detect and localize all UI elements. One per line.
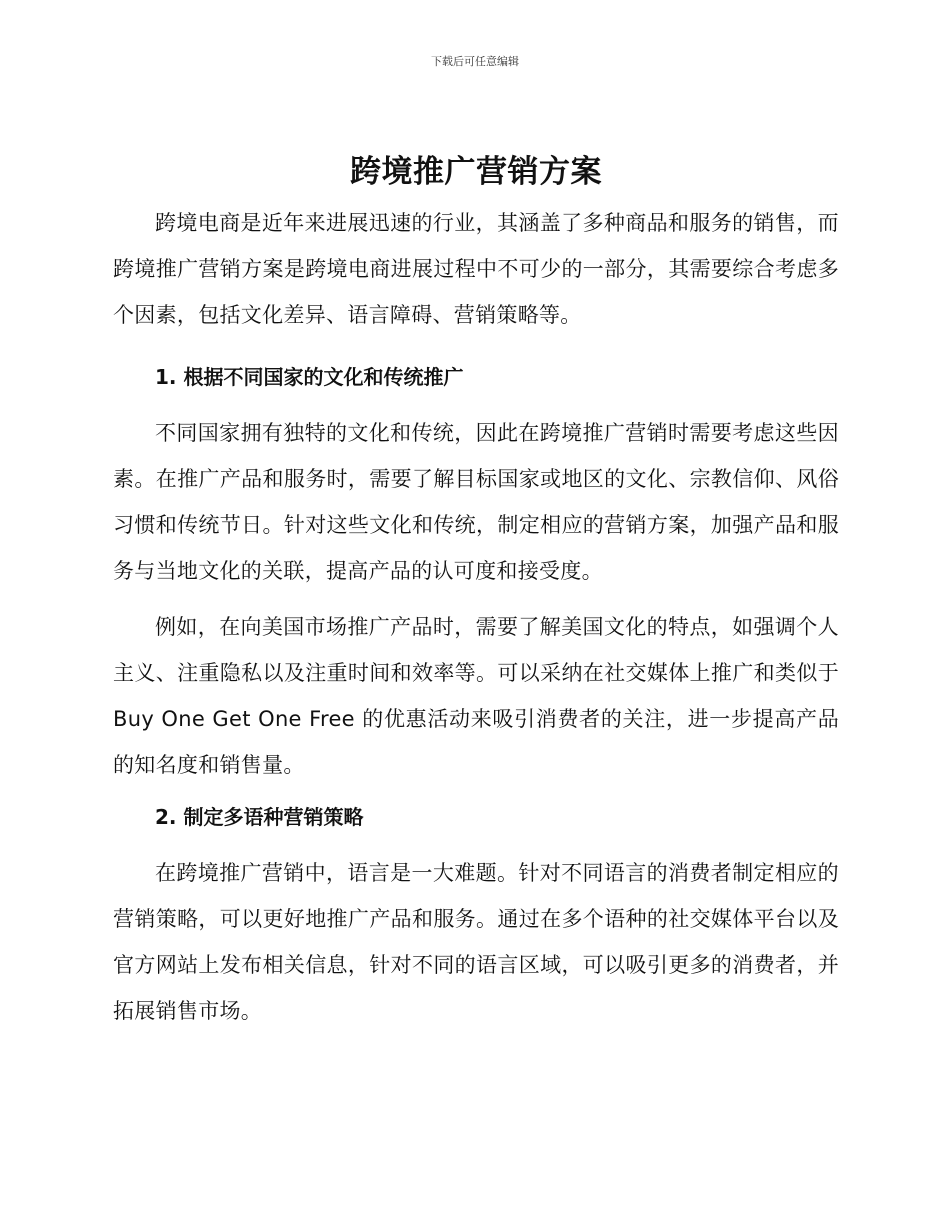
section-1-paragraph-2: 例如，在向美国市场推广产品时，需要了解美国文化的特点，如强调个人主义、注重隐私以及注重时间和效率等。可以采纳在社交媒体上推广和类似于 Buy One Get One Free 的优惠活动来吸引消费者的关注，进一步提高产品的知名度和销售量。	[113, 615, 839, 777]
section-2-heading: 2. 制定多语种营销策略	[155, 805, 364, 829]
intro-paragraph: 跨境电商是近年来进展迅速的行业，其涵盖了多种商品和服务的销售，而跨境推广营销方案是跨境电商进展过程中不可少的一部分，其需要综合考虑多个因素，包括文化差异、语言障碍、营销策略等。	[113, 211, 839, 327]
section-1-paragraph-1: 不同国家拥有独特的文化和传统，因此在跨境推广营销时需要考虑这些因素。在推广产品和服务时，需要了解目标国家或地区的文化、宗教信仰、风俗习惯和传统节日。针对这些文化和传统，制定相应的营销方案，加强产品和服务与当地文化的关联，提高产品的认可度和接受度。	[113, 421, 839, 583]
document-title: 跨境推广营销方案	[350, 154, 602, 190]
header-note: 下载后可任意编辑	[431, 55, 519, 68]
document-body	[113, 150, 839, 1034]
section-1-heading: 1. 根据不同国家的文化和传统推广	[155, 365, 464, 389]
section-2-paragraph-1: 在跨境推广营销中，语言是一大难题。针对不同语言的消费者制定相应的营销策略，可以更好地推广产品和服务。通过在多个语种的社交媒体平台以及官方网站上发布相关信息，针对不同的语言区域，可以吸引更多的消费者，并拓展销售市场。	[113, 861, 839, 1023]
